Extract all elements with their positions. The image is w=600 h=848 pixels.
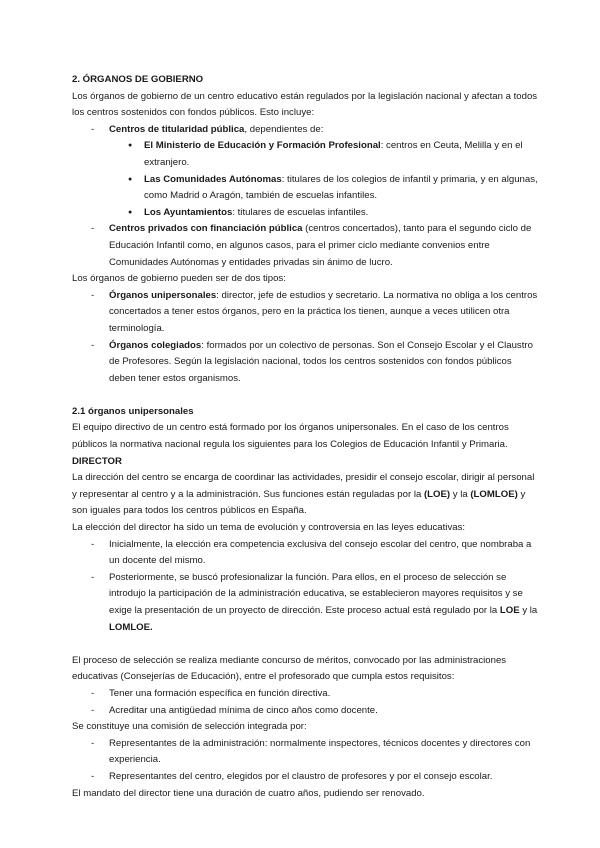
spacer <box>72 387 540 404</box>
section-2-1-intro: El equipo directivo de un centro está formado por los órganos unipersonales. En el caso de los centros públicos la normativa nacional regula los siguientes para los Colegios de Educación Infantil y Primaria. <box>72 422 509 451</box>
loe-ref: LOE <box>499 605 520 616</box>
list-item-colegiados <box>72 338 540 388</box>
list-item-comunidades <box>72 172 540 205</box>
election-later-text: Posteriormente, se buscó profesionalizar la función. Para ellos, en el proceso de selección se introdujo la participación de la administración educativa, se establecieron mayores requisitos y se exige la presentación de un proyecto de dirección. Este proceso actual está regulado por la <box>109 571 523 616</box>
section-2-1-title: 2.1 órganos unipersonales <box>72 405 194 417</box>
process-intro: El proceso de selección se realiza mediante concurso de méritos, convocado por las administraciones educativas (Consejerías de Educación), entre el profesorado que cumpla estos requisitos: <box>72 654 507 683</box>
public-centers-text: , dependientes de: <box>244 123 324 135</box>
types-intro: Los órganos de gobierno pueden ser de dos tipos: <box>72 273 286 285</box>
private-centers-label: Centros privados con financiación pública <box>109 223 303 235</box>
ayuntamientos-text: : titulares de escuelas infantiles. <box>232 206 369 218</box>
election-list <box>72 537 540 637</box>
ministerio-text: : centros en Ceuta, Melilla y en el extranjero. <box>144 140 523 168</box>
center-types-list <box>72 122 540 139</box>
requirements-list <box>72 686 540 719</box>
list-item-commission-member: - Representantes de la administración: normalmente inspectores, técnicos docentes y directores con experiencia. <box>72 736 540 769</box>
public-centers-label: Centros de titularidad pública <box>109 123 245 135</box>
commission-intro: Se constituye una comisión de selección integrada por: <box>72 721 307 733</box>
election-initial-text: Inicialmente, la elección era competencia exclusiva del consejo escolar del centro, que nombraba a un docente del mismo. <box>109 538 532 567</box>
director-text-c: y son iguales para todos los centros públicos en España. <box>72 488 526 517</box>
list-item-public-centers <box>72 122 540 139</box>
ayuntamientos-label: Los Ayuntamientos <box>144 206 233 218</box>
list-item-commission-member: - Representantes del centro, elegidos por el claustro de profesores y por el consejo escolar. <box>72 769 540 786</box>
colegiados-label: Órganos colegiados <box>109 339 202 351</box>
list-item-private-centers <box>72 221 540 271</box>
commission-list <box>72 736 540 786</box>
election-later-mid: y la <box>519 605 538 616</box>
comunidades-text: : titulares de los colegios de infantil y primaria, y en algunas, como Madrid o Aragón, también de escuelas infantiles. <box>144 173 538 202</box>
section-2-intro: Los órganos de gobierno de un centro educativo están regulados por la legislación nacional y afectan a todos los centros sostenidos con fondos públicos. Esto incluye: <box>72 90 538 119</box>
comunidades-label: Las Comunidades Autónomas <box>144 173 282 185</box>
list-item-unipersonales <box>72 288 540 338</box>
list-item-election-initial <box>72 537 540 570</box>
director-heading: DIRECTOR <box>72 455 122 467</box>
unipersonales-text: : director, jefe de estudios y secretario. La normativa no obliga a los centros concertados a tener estos órganos, pero en la práctica los tienen, aunque a veces utilicen otra terminología. <box>109 289 538 334</box>
list-item-ayuntamientos <box>72 205 540 222</box>
list-item-requirement: - Tener una formación específica en función directiva. <box>72 686 540 703</box>
unipersonales-label: Órganos unipersonales <box>109 289 217 301</box>
director-text-b: y la <box>450 488 471 500</box>
election-intro: La elección del director ha sido un tema de evolución y controversia en las leyes educativas: <box>72 522 466 534</box>
governing-types-list <box>72 288 540 388</box>
lomloe-ref: (LOMLOE) <box>470 488 518 500</box>
private-centers-text: (centros concertados), tanto para el segundo ciclo de Educación Infantil como, en algunos casos, para el primer ciclo mediante convenios entre Comunidades Autónomas y entidades privadas sin ánimo de lucro. <box>109 223 532 268</box>
section-2-title: 2. ÓRGANOS DE GOBIERNO <box>72 74 204 85</box>
lomloe-ref: LOMLOE. <box>109 621 153 633</box>
loe-ref: (LOE) <box>423 488 451 500</box>
list-item-requirement: - Acreditar una antigüedad mínima de cinco años como docente. <box>72 703 540 720</box>
spacer <box>72 636 540 653</box>
mandate-text: El mandato del director tiene una duración de cuatro años, pudiendo ser renovado. <box>72 787 425 799</box>
colegiados-text: : formados por un colectivo de personas. Son el Consejo Escolar y el Claustro de Profesores. Según la legislación nacional, todos los centros sostenidos con fondos públicos deben tener estos organismos. <box>109 339 533 384</box>
list-item-ministerio <box>72 138 540 171</box>
private-centers-list <box>72 221 540 271</box>
ministerio-label: El Ministerio de Educación y Formación Profesional <box>144 140 381 152</box>
list-item-election-later <box>72 570 540 636</box>
public-centers-sublist <box>72 138 540 221</box>
director-paragraph <box>72 470 540 520</box>
director-text-a: La dirección del centro se encarga de coordinar las actividades, presidir el consejo escolar, dirigir al personal y representar al centro y a la administración. Sus funciones están reguladas por la <box>72 472 535 500</box>
